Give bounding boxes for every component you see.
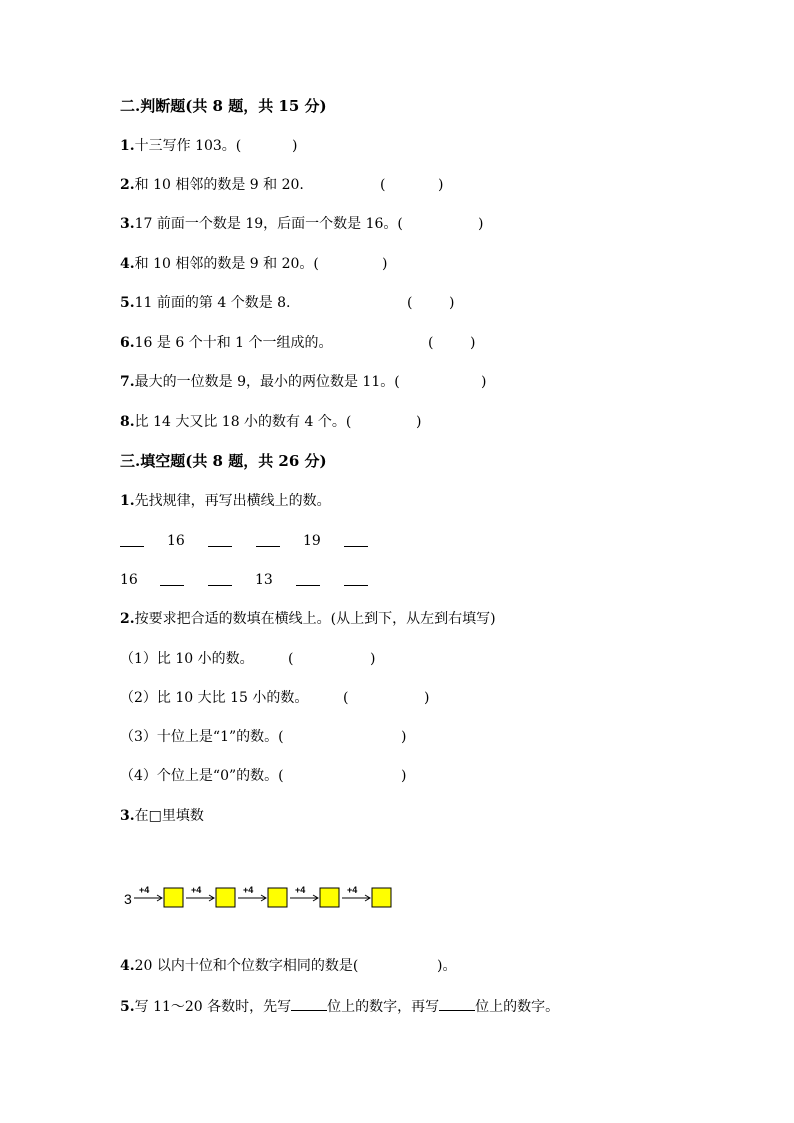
section-2-title: 二.判断题(共 8 题，共 15 分): [120, 97, 327, 115]
item-text: 在□里填数: [134, 808, 204, 824]
item-number: 1.: [120, 493, 135, 509]
answer-blank[interactable]: [439, 996, 475, 1011]
item-text: 16 是 6 个十和 1 个一组成的。: [134, 335, 333, 351]
fill-question-2: [120, 609, 496, 629]
item-text: 位上的数字，再写: [327, 999, 440, 1015]
item-number: 2.: [120, 177, 135, 193]
answer-paren-close: ): [401, 768, 407, 784]
chain-step-label: +4: [191, 885, 202, 895]
answer-blank[interactable]: [120, 546, 144, 547]
item-text: 和 10 相邻的数是 9 和 20。(: [134, 256, 319, 272]
fill-question-3: [120, 806, 204, 826]
chain-answer-box[interactable]: [320, 888, 339, 907]
sub-question-4: （4）个位上是“0”的数。(: [120, 768, 284, 784]
item-text: 17 前面一个数是 19，后面一个数是 16。(: [134, 216, 403, 232]
judge-item-7: [120, 372, 400, 392]
number-chain-diagram: [120, 880, 420, 920]
item-text: 最大的一位数是 9，最小的两位数是 11。(: [134, 374, 400, 390]
judge-item-6: [120, 333, 333, 353]
chain-step-label: +4: [243, 885, 254, 895]
judge-item-1: [120, 136, 241, 156]
answer-paren-open: (: [380, 177, 386, 193]
item-text: 20 以内十位和个位数字相同的数是(: [134, 958, 359, 974]
item-number: 3.: [120, 808, 135, 824]
sequence-row-2: [120, 570, 380, 590]
answer-paren-close: ): [416, 414, 422, 430]
item-number: 4.: [120, 256, 135, 272]
fill-question-1: [120, 491, 331, 511]
judge-item-8: [120, 412, 351, 432]
item-text: 位上的数字。: [475, 999, 560, 1015]
answer-paren-close: )。: [437, 958, 457, 974]
item-text: 和 10 相邻的数是 9 和 20.: [134, 177, 304, 193]
chain-answer-box[interactable]: [268, 888, 287, 907]
sub-question-2: （2）比 10 大比 15 小的数。: [120, 690, 309, 706]
item-text: 11 前面的第 4 个数是 8.: [134, 295, 291, 311]
chain-step-label: +4: [295, 885, 306, 895]
item-number: 5.: [120, 295, 135, 311]
answer-blank[interactable]: [208, 546, 232, 547]
answer-blank[interactable]: [208, 585, 232, 586]
judge-item-2: [120, 175, 304, 195]
answer-paren-close: ): [478, 216, 484, 232]
sub-question-3: （3）十位上是“1”的数。(: [120, 729, 284, 745]
answer-blank[interactable]: [344, 585, 368, 586]
item-number: 1.: [120, 138, 135, 154]
chain-start-number: 3: [124, 891, 132, 907]
answer-paren-close: ): [370, 651, 376, 667]
chain-answer-box[interactable]: [216, 888, 235, 907]
answer-paren-open: (: [407, 295, 413, 311]
sequence-row-1: [120, 531, 380, 551]
item-number: 5.: [120, 999, 135, 1015]
answer-paren-close: ): [449, 295, 455, 311]
item-number: 3.: [120, 216, 135, 232]
answer-paren-open: (: [288, 651, 294, 667]
answer-paren-close: ): [438, 177, 444, 193]
answer-paren-close: ): [481, 374, 487, 390]
answer-paren-close: ): [292, 138, 298, 154]
item-number: 4.: [120, 958, 135, 974]
answer-blank[interactable]: [344, 546, 368, 547]
item-text: 写 11～20 各数时，先写: [134, 999, 292, 1015]
section-3-title: 三.填空题(共 8 题，共 26 分): [120, 452, 327, 470]
answer-blank[interactable]: [291, 996, 327, 1011]
item-text: 十三写作 103。(: [134, 138, 242, 154]
answer-blank[interactable]: [256, 546, 280, 547]
answer-paren-close: ): [401, 729, 407, 745]
answer-paren-close: ): [424, 690, 430, 706]
judge-item-5: [120, 293, 291, 313]
answer-blank[interactable]: [160, 585, 184, 586]
judge-item-4: [120, 254, 319, 274]
answer-paren-close: ): [470, 335, 476, 351]
answer-paren-open: (: [343, 690, 349, 706]
sequence-number: 13: [255, 572, 273, 588]
fill-question-5: [120, 996, 559, 1017]
answer-blank[interactable]: [296, 585, 320, 586]
item-text: 比 14 大又比 18 小的数有 4 个。(: [134, 414, 352, 430]
item-number: 2.: [120, 611, 135, 627]
item-number: 7.: [120, 374, 135, 390]
chain-answer-box[interactable]: [372, 888, 391, 907]
sequence-number: 16: [167, 533, 185, 549]
fill-question-4: [120, 956, 358, 976]
chain-step-label: +4: [139, 885, 150, 895]
judge-item-3: [120, 214, 403, 234]
chain-step-label: +4: [347, 885, 358, 895]
item-text: 按要求把合适的数填在横线上。(从上到下，从左到右填写): [134, 611, 496, 627]
item-number: 8.: [120, 414, 135, 430]
answer-paren-close: ): [382, 256, 388, 272]
item-number: 6.: [120, 335, 135, 351]
number-chain-svg: [120, 880, 420, 920]
item-text: 先找规律，再写出横线上的数。: [134, 493, 331, 509]
sequence-number: 16: [120, 572, 138, 588]
answer-paren-open: (: [428, 335, 434, 351]
sub-question-1: （1）比 10 小的数。: [120, 651, 254, 667]
sequence-number: 19: [303, 533, 321, 549]
chain-answer-box[interactable]: [164, 888, 183, 907]
